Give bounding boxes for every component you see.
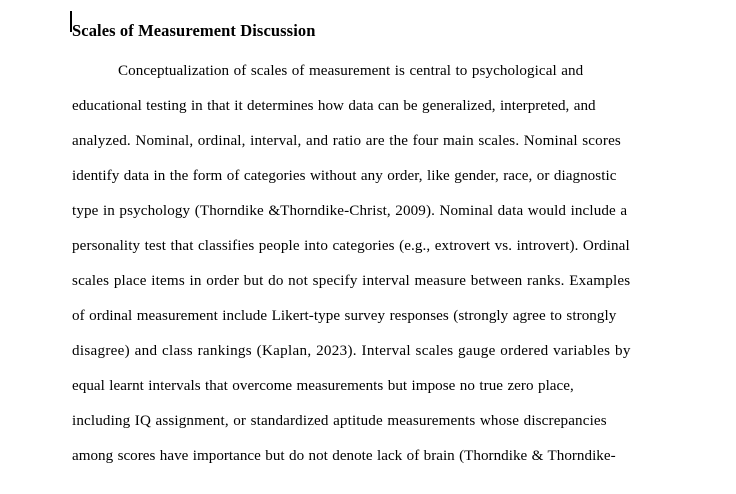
page-title: Scales of Measurement Discussion (72, 21, 316, 41)
paragraph-line: educational testing in that it determines how data can be generalized, interpreted, and (72, 98, 596, 114)
paragraph-line: Conceptualization of scales of measurement is central to psychological and (118, 63, 584, 79)
document-body[interactable] (72, 54, 658, 474)
paragraph-line: including IQ assignment, or standardized aptitude measurements whose discrepancies (72, 413, 607, 429)
paragraph-line: personality test that classifies people into categories (e.g., extrovert vs. introvert). Ordinal (72, 238, 630, 254)
paragraph-line: analyzed. Nominal, ordinal, interval, and ratio are the four main scales. Nominal scores (72, 133, 621, 149)
paragraph-line: scales place items in order but do not specify interval measure between ranks. Examples (72, 273, 631, 289)
paragraph-line: of ordinal measurement include Likert-type survey responses (strongly agree to strongly (72, 308, 617, 324)
paragraph-line: disagree) and class rankings (Kaplan, 2023). Interval scales gauge ordered variables by (72, 343, 631, 359)
paragraph-line: equal learnt intervals that overcome measurements but impose no true zero place, (72, 378, 574, 394)
paragraph-line: type in psychology (Thorndike &Thorndike-Christ, 2009). Nominal data would include a (72, 203, 628, 219)
paragraph-line: identify data in the form of categories without any order, like gender, race, or diagnostic (72, 168, 617, 184)
paragraph-line: among scores have importance but do not denote lack of brain (Thorndike & Thorndike- (72, 448, 616, 464)
